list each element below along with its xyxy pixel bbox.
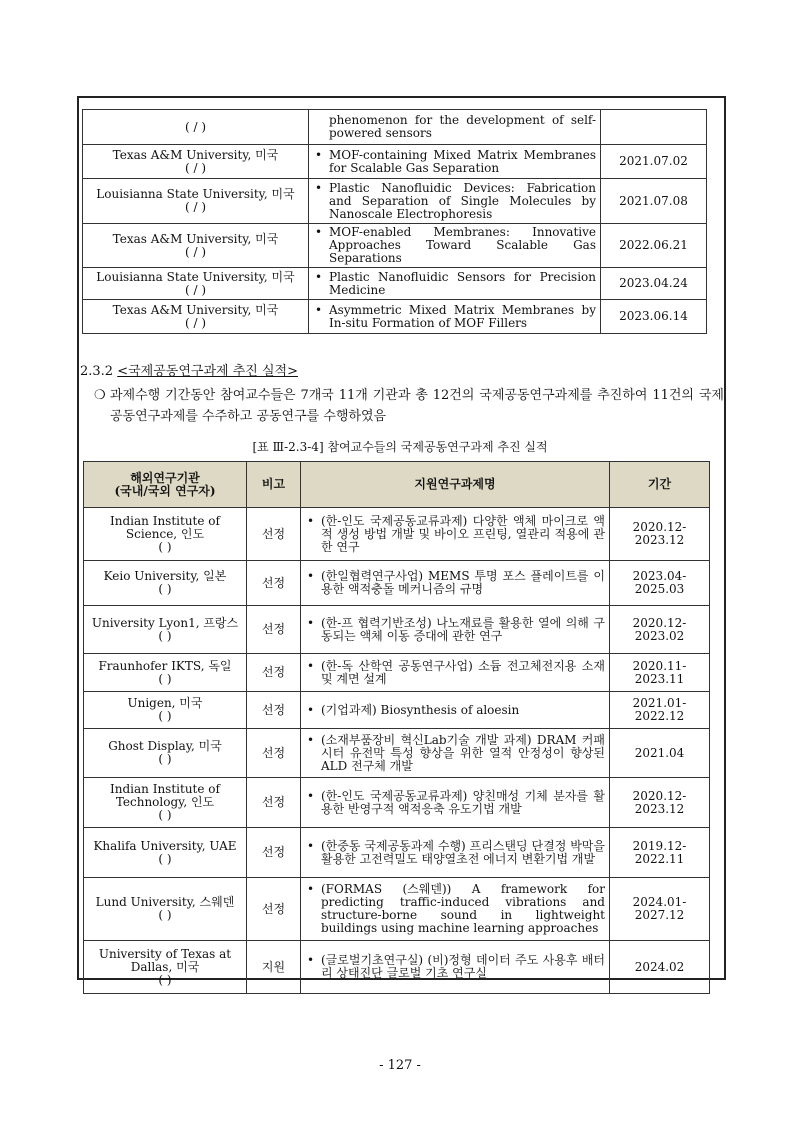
project-title: Plastic Nanofluidic Devices: Fabrication and Separation of Single Molecules by Nanoscale Electrophoresis xyxy=(329,180,596,221)
researcher-placeholder: ( / ) xyxy=(184,282,207,297)
project-title: (글로벌기초연구실) (비)정형 데이터 주도 사용후 배터리 상태진단 글로벌 기초 연구실 xyxy=(321,953,605,980)
project-title: Asymmetric Mixed Matrix Membranes by In-situ Formation of MOF Fillers xyxy=(329,302,596,330)
table-row xyxy=(84,878,710,941)
project-title: MOF-enabled Membranes: Innovative Approaches Toward Scalable Gas Separations xyxy=(329,225,596,265)
bullet-icon: • xyxy=(307,788,315,803)
institution-cell xyxy=(84,729,247,778)
institution-name: Fraunhofer IKTS, 독일 xyxy=(98,658,232,673)
circle-bullet-icon: ❍ xyxy=(94,388,106,403)
researcher-placeholder: ( / ) xyxy=(184,244,207,259)
bullet-icon: • xyxy=(315,269,323,284)
table-row xyxy=(84,828,710,878)
project-cell xyxy=(309,179,601,224)
table-row xyxy=(84,778,710,828)
bullet-icon: • xyxy=(307,953,315,967)
researcher-placeholder: ( ) xyxy=(158,709,172,723)
institution-name: Unigen, 미국 xyxy=(127,696,203,710)
researcher-placeholder: ( ) xyxy=(158,851,172,866)
bullet-icon: • xyxy=(307,513,315,528)
table-row xyxy=(84,941,710,994)
joint-research-table xyxy=(83,461,710,994)
date-cell: 2023.04.24 xyxy=(601,268,707,300)
project-cell xyxy=(309,268,601,300)
project-cell xyxy=(309,224,601,268)
bullet-icon: • xyxy=(307,838,315,853)
project-cell xyxy=(301,941,610,994)
project-title: (FORMAS (스웨덴)) A framework for predicting traffic-induced vibrations and structure-borne sound in lightweight buildings using machine learning approaches xyxy=(321,882,605,935)
header-institution: 해외연구기관 (국내/국외 연구자) xyxy=(84,462,247,508)
project-cell xyxy=(301,778,610,828)
project-cell xyxy=(301,508,610,561)
researcher-placeholder: ( / ) xyxy=(184,315,207,330)
table-row xyxy=(84,692,710,729)
paragraph-text: 과제수행 기간동안 참여교수들은 7개국 11개 기관과 총 12건의 국제공동연구과제를 추진하여 11건의 국제공동연구과제를 수주하고 공동연구를 수행하였음 xyxy=(110,388,724,424)
institution-cell xyxy=(84,692,247,729)
table-row xyxy=(83,268,707,300)
project-title: phenomenon for the development of self-powered sensors xyxy=(329,113,596,140)
bullet-icon: • xyxy=(315,225,323,239)
project-title: (한-프 협력기반조성) 나노재료를 활용한 열에 의해 구동되는 액체 이동 증대에 관한 연구 xyxy=(321,615,605,643)
note-cell: 선정 xyxy=(247,878,301,941)
institution-name: Khalifa University, UAE xyxy=(93,838,237,853)
table-row xyxy=(83,110,707,145)
researcher-placeholder: ( ) xyxy=(158,582,172,596)
project-title: (한-인도 국제공동교류과제) 양친매성 기체 분자를 활용한 반영구적 액적응축 유도기법 개발 xyxy=(321,788,605,816)
institution-cell xyxy=(84,606,247,654)
bullet-icon: • xyxy=(315,147,323,162)
period-cell: 2021.01-2022.12 xyxy=(610,692,710,729)
project-title: (한중동 국제공동과제 수행) 프리스탠딩 단결정 박막을 활용한 고전력밀도 태양열초전 에너지 변환기법 개발 xyxy=(321,838,605,866)
project-cell xyxy=(301,654,610,692)
bullet-icon: • xyxy=(307,882,315,896)
project-title: (기업과제) Biosynthesis of aloesin xyxy=(321,702,520,717)
project-cell xyxy=(301,606,610,654)
researcher-placeholder: ( ) xyxy=(158,752,172,766)
bullet-icon: • xyxy=(315,180,323,195)
project-title: (한일협력연구사업) MEMS 투명 포스 플레이트를 이용한 액적충돌 메커니즘의 규명 xyxy=(321,569,605,596)
period-cell: 2024.02 xyxy=(610,941,710,994)
institution-name: Texas A&M University, 미국 xyxy=(112,231,279,246)
institution-name: Keio University, 일본 xyxy=(103,569,227,583)
header-note: 비고 xyxy=(247,462,301,508)
project-title: (한-독 산학연 공동연구사업) 소듐 전고체전지용 소재 및 계면 설계 xyxy=(321,658,605,686)
date-cell: 2021.07.02 xyxy=(601,145,707,179)
table-row xyxy=(84,606,710,654)
period-cell: 2024.01-2027.12 xyxy=(610,878,710,941)
date-cell: 2022.06.21 xyxy=(601,224,707,268)
institution-cell xyxy=(83,179,309,224)
researcher-placeholder: ( / ) xyxy=(184,119,207,134)
bullet-icon: • xyxy=(307,569,315,583)
section-paragraph xyxy=(94,385,724,427)
period-cell: 2020.12-2023.02 xyxy=(610,606,710,654)
note-cell: 선정 xyxy=(247,692,301,729)
header-period: 기간 xyxy=(610,462,710,508)
institution-cell xyxy=(84,778,247,828)
note-cell: 선정 xyxy=(247,654,301,692)
date-cell: 2023.06.14 xyxy=(601,300,707,334)
bullet-icon: • xyxy=(307,658,315,673)
date-cell xyxy=(601,110,707,145)
researcher-placeholder: ( / ) xyxy=(184,160,207,175)
table-row xyxy=(84,654,710,692)
header-project: 지원연구과제명 xyxy=(301,462,610,508)
institution-cell xyxy=(83,224,309,268)
institution-name: Lund University, 스웨덴 xyxy=(95,895,235,909)
bullet-icon: • xyxy=(307,702,315,717)
project-cell xyxy=(309,145,601,179)
bullet-icon: • xyxy=(307,732,315,747)
period-cell: 2021.04 xyxy=(610,729,710,778)
project-cell xyxy=(301,692,610,729)
institution-cell xyxy=(83,110,309,145)
bullet-icon: • xyxy=(315,302,323,317)
institution-cell xyxy=(84,828,247,878)
table-row xyxy=(83,300,707,334)
period-cell: 2019.12-2022.11 xyxy=(610,828,710,878)
date-cell: 2021.07.08 xyxy=(601,179,707,224)
researcher-placeholder: ( ) xyxy=(158,808,172,822)
note-cell: 선정 xyxy=(247,828,301,878)
table-row xyxy=(84,729,710,778)
institution-cell xyxy=(84,878,247,941)
researcher-placeholder: ( ) xyxy=(158,671,172,686)
note-cell: 선정 xyxy=(247,778,301,828)
institution-name: Louisianna State University, 미국 xyxy=(96,187,295,201)
page-number: - 127 - xyxy=(379,1058,421,1073)
period-cell: 2020.11-2023.11 xyxy=(610,654,710,692)
table-row xyxy=(83,179,707,224)
period-cell: 2023.04-2025.03 xyxy=(610,561,710,606)
project-cell xyxy=(301,828,610,878)
note-cell: 선정 xyxy=(247,508,301,561)
institution-name: Indian Institute of Technology, 인도 xyxy=(110,782,220,809)
institution-name: Indian Institute of Science, 인도 xyxy=(110,513,220,541)
institution-name: Ghost Display, 미국 xyxy=(108,739,222,753)
project-cell xyxy=(301,878,610,941)
project-title: MOF-containing Mixed Matrix Membranes for Scalable Gas Separation xyxy=(329,147,596,175)
section-heading xyxy=(80,360,298,379)
project-title: (소재부품장비 혁신Lab기술 개발 과제) DRAM 커패시터 유전막 특성 향상을 위한 열적 안정성이 향상된 ALD 전구체 개발 xyxy=(321,732,605,773)
overseas-visit-table xyxy=(82,109,707,334)
table-caption: [표 Ⅲ-2.3-4] 참여교수들의 국제공동연구과제 추진 실적 xyxy=(252,440,548,454)
project-cell xyxy=(301,729,610,778)
project-cell xyxy=(309,110,601,145)
institution-cell xyxy=(83,300,309,334)
researcher-placeholder: ( ) xyxy=(158,908,172,922)
institution-cell xyxy=(84,941,247,994)
project-cell xyxy=(301,561,610,606)
table-row xyxy=(83,145,707,179)
researcher-placeholder: ( ) xyxy=(158,539,172,554)
researcher-placeholder: ( ) xyxy=(158,972,172,987)
table-row xyxy=(84,508,710,561)
institution-name: Louisianna State University, 미국 xyxy=(96,269,295,284)
researcher-placeholder: ( / ) xyxy=(184,200,207,214)
section-number: 2.3.2 xyxy=(80,364,114,379)
period-cell: 2020.12-2023.12 xyxy=(610,508,710,561)
note-cell: 선정 xyxy=(247,561,301,606)
institution-cell xyxy=(84,508,247,561)
institution-name: Texas A&M University, 미국 xyxy=(112,147,279,162)
project-cell xyxy=(309,300,601,334)
institution-name: University Lyon1, 프랑스 xyxy=(91,615,239,630)
project-title: (한-인도 국제공동교류과제) 다양한 액체 마이크로 액적 생성 방법 개발 및 바이오 프린팅, 열관리 적용에 관한 연구 xyxy=(321,513,605,554)
institution-name: University of Texas at Dallas, 미국 xyxy=(98,946,232,974)
note-cell: 지원 xyxy=(247,941,301,994)
table-row xyxy=(83,224,707,268)
table-row xyxy=(84,561,710,606)
period-cell: 2020.12-2023.12 xyxy=(610,778,710,828)
institution-cell xyxy=(83,145,309,179)
institution-cell xyxy=(83,268,309,300)
institution-cell xyxy=(84,561,247,606)
researcher-placeholder: ( ) xyxy=(158,628,172,643)
bullet-icon: • xyxy=(307,615,315,630)
institution-name: Texas A&M University, 미국 xyxy=(112,302,279,317)
section-title: <국제공동연구과제 추진 실적> xyxy=(117,364,298,379)
project-title: Plastic Nanofluidic Sensors for Precision Medicine xyxy=(329,269,596,297)
institution-cell xyxy=(84,654,247,692)
note-cell: 선정 xyxy=(247,729,301,778)
note-cell: 선정 xyxy=(247,606,301,654)
